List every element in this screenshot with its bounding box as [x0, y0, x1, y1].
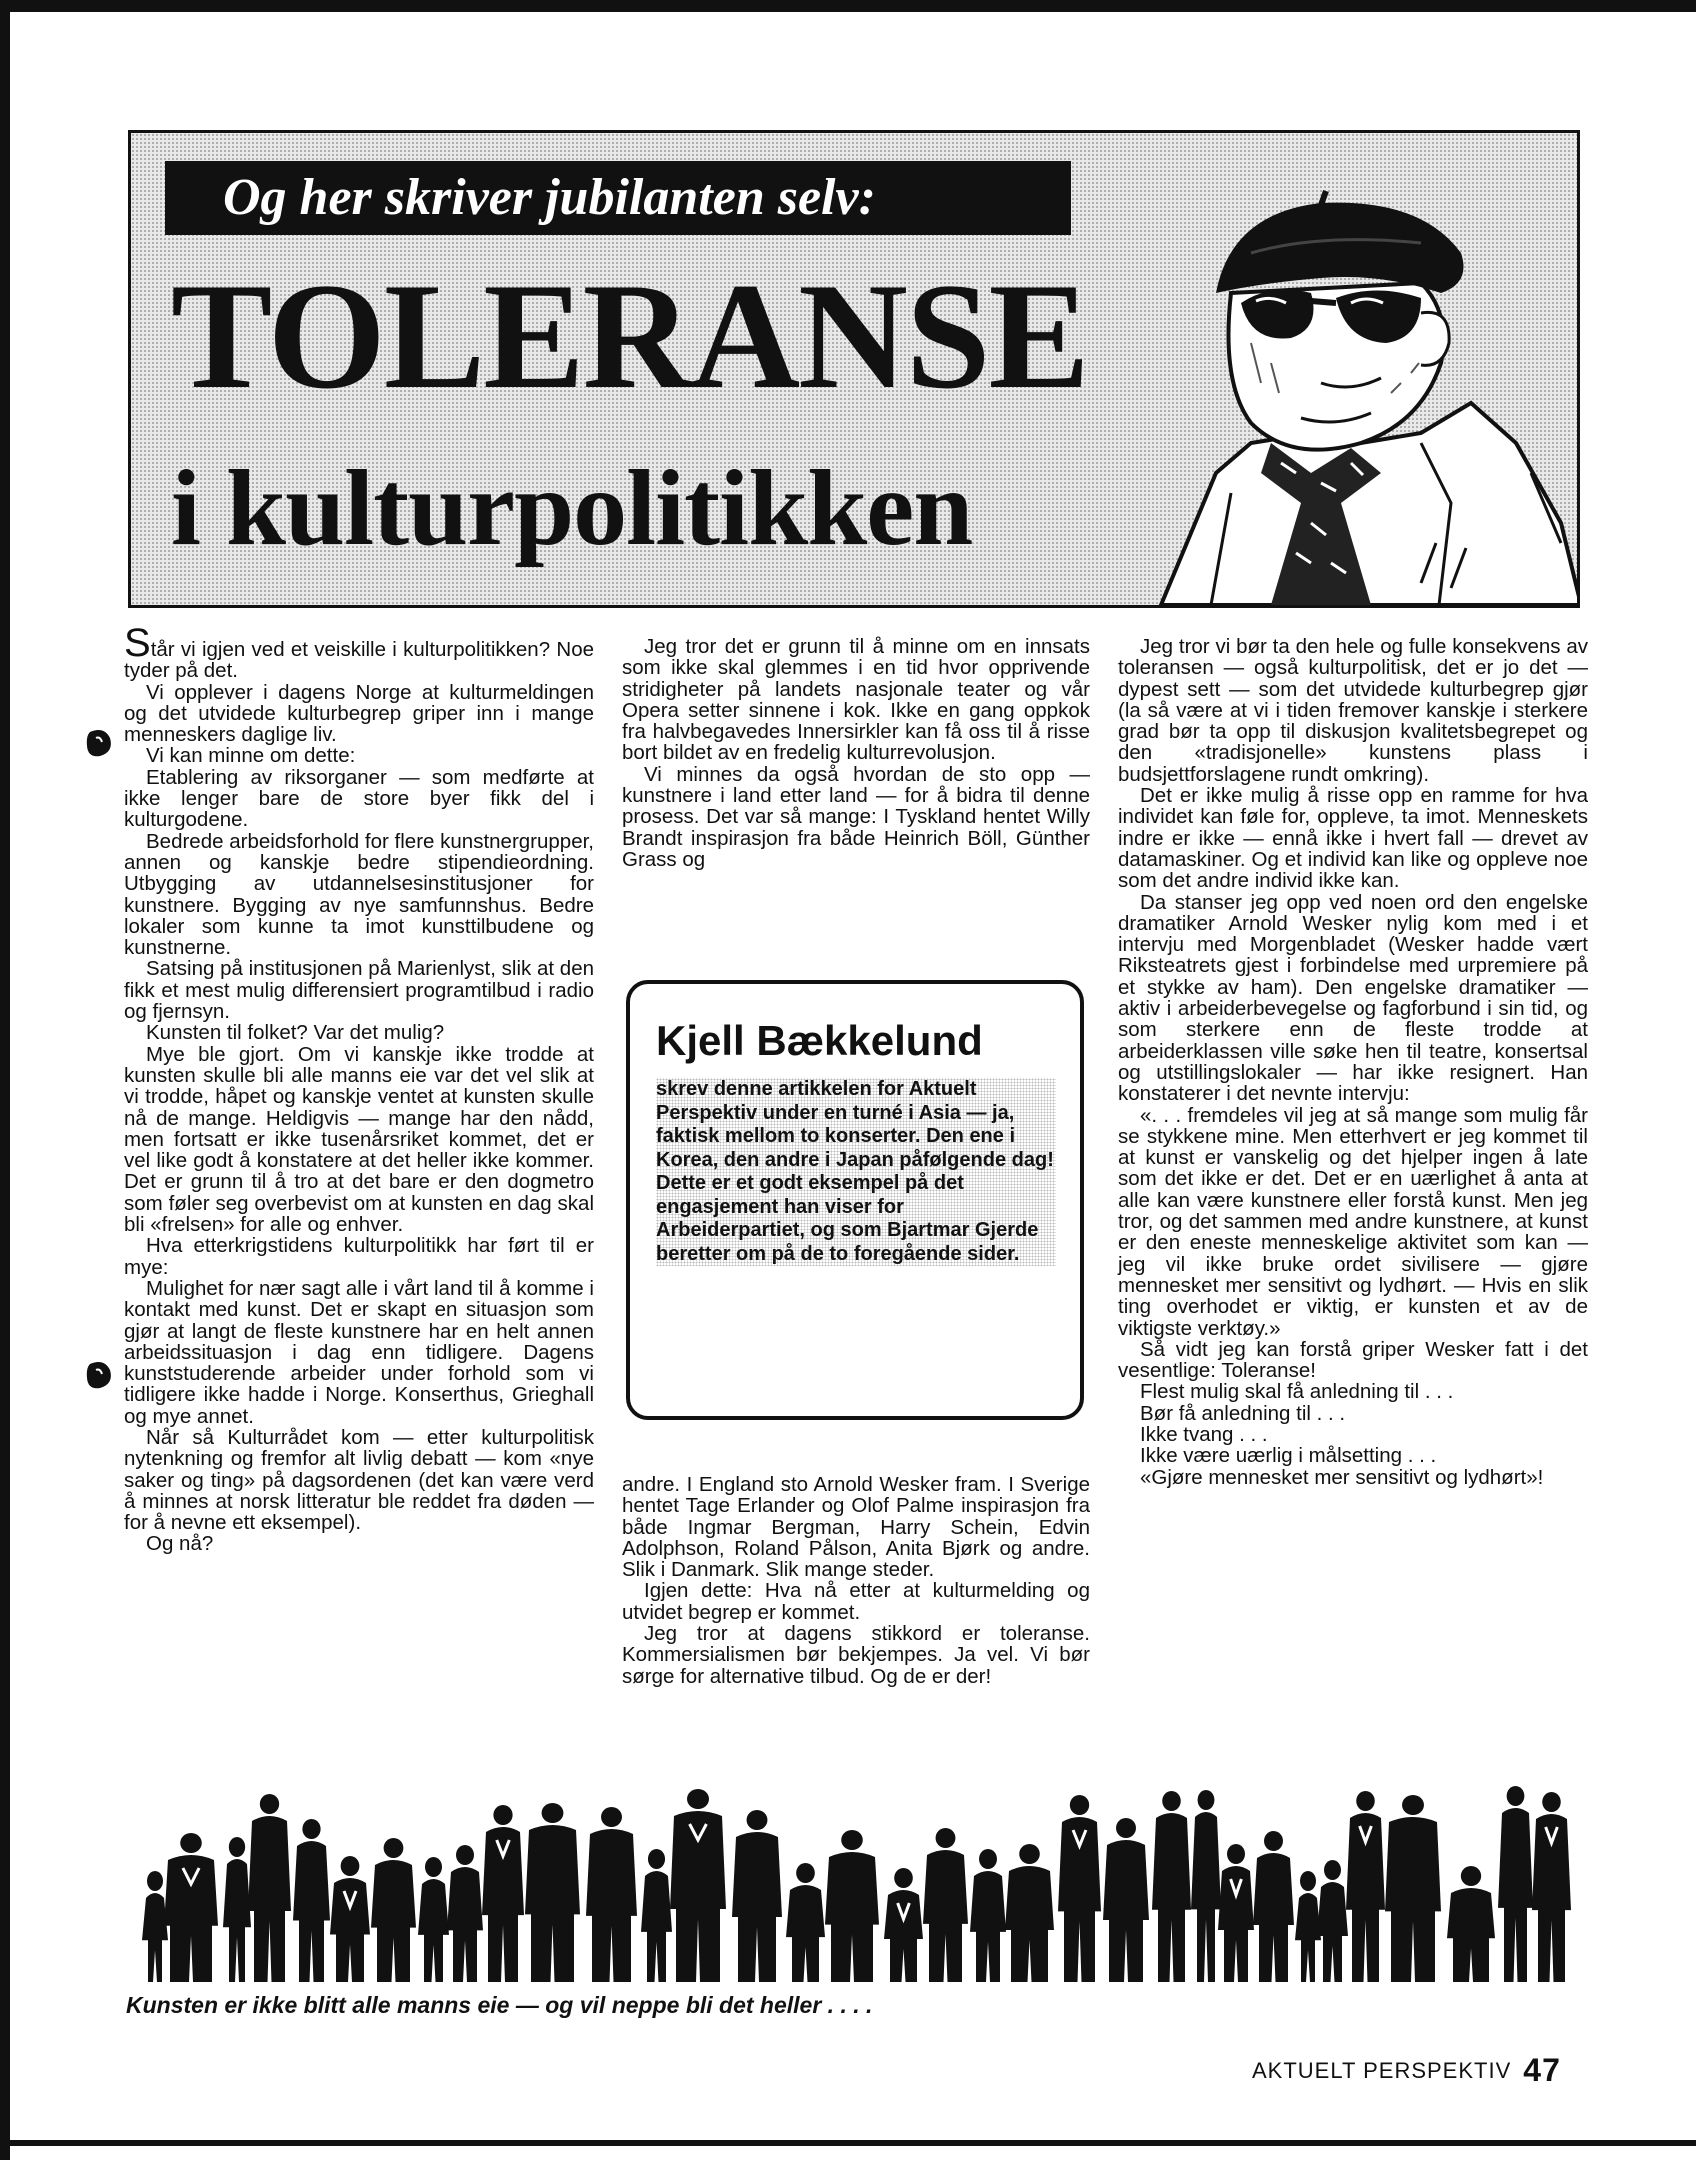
crowd-figure: [418, 1857, 449, 1982]
crowd-figure: [1005, 1844, 1054, 1982]
headline: TOLERANSE: [171, 252, 1088, 420]
article-column-3: [1118, 636, 1588, 1488]
article-paragraph: Når så Kulturrådet kom — etter kulturpolitisk nytenkning og fremfor alt livlig debatt — kom «nye saker og ting» på dagsordenen (det kan være verd å minnes at norsk litteratur ble reddet fra døden — for å nevne ett eksempel).: [124, 1425, 594, 1535]
article-paragraph: andre. I England sto Arnold Wesker fram. I Sverige hentet Tage Erlander og Olof Palme inspirasjon fra både Ingmar Bergman, Harry Schein, Edvin Adolphson, Roland Pålson, Anita Bjørk og andre. Slik i Danmark. Slik mange steder.: [622, 1473, 1090, 1582]
article-paragraph: Hva etterkrigstidens kulturpolitikk har ført til er mye:: [124, 1234, 594, 1279]
page-border-bottom: [0, 2140, 1696, 2146]
crowd-figure: [1253, 1831, 1294, 1982]
article-paragraph: Så vidt jeg kan forstå griper Wesker fatt i det vesentlige: Toleranse!: [1118, 1337, 1588, 1383]
crowd-figure: [641, 1849, 672, 1982]
article-column-2-continued: [622, 1474, 1090, 1687]
article-column-2: [622, 636, 1090, 870]
crowd-figure: [586, 1807, 637, 1982]
crowd-figure: [1532, 1792, 1571, 1982]
crowd-figure: [732, 1810, 782, 1982]
author-sidebar: [626, 980, 1084, 1420]
crowd-figure: [371, 1838, 416, 1982]
article-paragraph: Satsing på institusjonen på Marienlyst, slik at den fikk et mest mulig differensiert programtilbud i radio og fjernsyn.: [124, 957, 594, 1024]
crowd-figure: [670, 1789, 726, 1982]
crowd-figure: [786, 1863, 825, 1982]
article-paragraph: Ikke tvang . . .: [1140, 1422, 1268, 1446]
article-paragraph: Jeg tror vi bør ta den hele og fulle konsekvens av toleransen — også kulturpolitisk, det er jo det — dypest sett — som det utvidede kulturbegrep gjør (la så være at vi i tiden fremover kanskje i sterkere grad bør ta opp til diskusjon kvalitetsbegrepet og den «tradisjonelle» kunstens plass i budsjettforslagene rundt omkring).: [1118, 635, 1588, 786]
subheadline: i kulturpolitikken: [171, 449, 973, 568]
article-paragraph: Kunsten til folket? Var det mulig?: [146, 1021, 445, 1045]
crowd-figure: [1295, 1871, 1321, 1982]
illustration-caption: Kunsten er ikke blitt alle manns eie — og vil neppe bli det heller . . . .: [126, 1992, 873, 2018]
publication-name: AKTUELT PERSPEKTIV: [1252, 2058, 1512, 2083]
crowd-figure: [1385, 1795, 1441, 1982]
crowd-figure: [825, 1830, 879, 1982]
article-paragraph: Da stanser jeg opp ved noen ord den engelske dramatiker Arnold Wesker nylig kom med i et intervju med Morgenbladet (Wesker hadde vært Riksteatrets gjest i forbindelse med urpremiere på et stykke av ham). Den engelske dramatiker — aktiv i arbeiderbevegelse og fagforbund i sin tid, og som sterkere enn de fleste trodde at arbeiderklassen ville søke hen til teatre, konsertsal og utstillingslokaler — har ikke resignert. Han konstaterer i det nevnte intervju:: [1118, 890, 1588, 1106]
article-paragraph: Bør få anledning til . . .: [1140, 1401, 1346, 1425]
crowd-figure: [1218, 1844, 1254, 1982]
article-paragraph: Jeg tror det er grunn til å minne om en innsats som ikke skal glemmes i en tid hvor opprivende stridigheter på landets nasjonale teater og vår Opera setter sinnene i kok. Ikke en gang oppkok fra halvbegavedes Innersirkler kan få oss til å risse bort bildet av en fredelig kulturrevolusjon.: [622, 635, 1090, 765]
crowd-figure: [447, 1845, 483, 1982]
article-column-1: [124, 621, 594, 1556]
crowd-figure: [1152, 1791, 1191, 1982]
article-paragraph: Det er ikke mulig å risse opp en ramme for hva individet kan føle for, oppleve, ta imot. Menneskets indre er ikke — ennå ikke i hvert fall — drevet av datamaskiner. Og et individ kan like og oppleve noe som det andre individ ikke kan.: [1118, 784, 1588, 893]
article-paragraph: Igjen dette: Hva nå etter at kulturmelding og utvidet begrep er kommet.: [622, 1579, 1090, 1624]
article-paragraph: Vi minnes da også hvordan de sto opp — kunstnere i land etter land — for å bidra til denne prosess. Det var så mange: I Tyskland hentet Willy Brandt inspirasjon fra både Heinrich Böll, Günther Grass og: [622, 762, 1090, 871]
page-footer: [1252, 2052, 1561, 2089]
page-number: 47: [1523, 2052, 1561, 2088]
article-paragraph: Står vi igjen ved et veiskille i kulturpolitikken? Noe tyder på det.: [124, 621, 594, 683]
ink-blot-icon: [84, 726, 114, 760]
crowd-figure: [884, 1868, 923, 1982]
crowd-figure: [1498, 1786, 1533, 1982]
article-paragraph: «. . . fremdeles vil jeg at så mange som mulig får se stykkene mine. Men etterhvert er jeg kommet til at kunst er vanskelig og det hjelper ingen å late som det ikke er det. Det er en uærlighet å anta at alle kan være kunstnere eller forstå kunst. Men jeg tror, og det sammen med andre kunstnere, at kunst er den eneste menneskelige aktivitet som kan — jeg vil ikke bruke ordet sivilisere — gjøre mennesket mer sensitivt og lydhørt. — Hvis en slik ting overhodet er viktig, er kunsten et av de viktigste verktøy.»: [1118, 1103, 1588, 1340]
crowd-figure: [164, 1833, 218, 1982]
crowd-figure: [1346, 1791, 1385, 1982]
crowd-figure: [1447, 1866, 1495, 1982]
article-paragraph: Og nå?: [146, 1532, 214, 1556]
article-paragraph: Vi kan minne om dette:: [146, 744, 356, 768]
crowd-figure: [248, 1794, 291, 1982]
crowd-figure: [525, 1803, 580, 1982]
crowd-figure: [1191, 1790, 1221, 1982]
article-paragraph: Jeg tror at dagens stikkord er toleranse. Kommersialismen bør bekjempes. Ja vel. Vi bør sørge for alternative tilbud. Og de er der!: [622, 1622, 1090, 1688]
article-paragraph: «Gjøre mennesket mer sensitivt og lydhørt»!: [1140, 1465, 1544, 1489]
header-box: [128, 130, 1580, 608]
crowd-figure: [293, 1819, 330, 1982]
sidebar-author-name: Kjell Bækkelund: [656, 1017, 983, 1064]
crowd-figure: [1058, 1795, 1101, 1982]
article-paragraph: Flest mulig skal få anledning til . . .: [1140, 1380, 1454, 1404]
crowd-figure: [1317, 1860, 1348, 1982]
crowd-silhouettes-icon: [138, 1782, 1578, 1982]
article-paragraph: Ikke være uærlig i målsetting . . .: [1140, 1444, 1437, 1468]
crowd-figure: [482, 1805, 524, 1982]
caricature-icon: [1121, 143, 1580, 605]
article-paragraph: Mulighet for nær sagt alle i vårt land til å komme i kontakt med kunst. Det er skapt en situasjon som gjør at langt de fleste kunstnere har en helt annen arbeidssituasjon i dag enn tidligere. Dagens kunststuderende arbeider under forhold som vi tidligere ikke hadde i Norge. Konserthus, Grieghall og mye annet.: [124, 1276, 594, 1428]
crowd-figure: [923, 1828, 968, 1982]
page-border-left: [0, 0, 10, 2160]
crowd-figure: [142, 1871, 168, 1982]
crowd-figure: [1103, 1818, 1149, 1982]
crowd-figure: [970, 1849, 1006, 1982]
article-paragraph: Etablering av riksorganer — som medførte at ikke lenger bare de store byer fikk del i kulturgodene.: [124, 765, 594, 832]
ink-blot-icon: [84, 1358, 114, 1392]
article-paragraph: Bedrede arbeidsforhold for flere kunstnergrupper, annen og kanskje bedre stipendieordning. Utbygging av utdannelsesinstitusjoner for kunstnere. Bygging av nye samfunnshus. Bedre lokaler som kunne ta imot kunsttilbudene og kunstnerne.: [124, 829, 594, 960]
crowd-figure: [223, 1837, 251, 1982]
drop-cap: S: [124, 621, 151, 665]
crowd-figure: [330, 1856, 370, 1982]
sidebar-text: skrev denne artikkelen for Aktuelt Perspektiv under en turné i Asia — ja, faktisk mellom to konserter. Den ene i Korea, den andre i Japan påfølgende dag! Dette er et godt eksempel på det engasjement han viser for Arbeiderpartiet, og som Bjartmar Gjerde beretter om på de to foregående sider.: [656, 1078, 1056, 1266]
article-paragraph: Vi opplever i dagens Norge at kulturmeldingen og det utvidede kulturbegrep griper inn i mange menneskers daglige liv.: [124, 680, 594, 747]
page-border-top: [0, 0, 1696, 12]
kicker: Og her skriver jubilanten selv:: [165, 161, 1071, 235]
article-paragraph: Mye ble gjort. Om vi kanskje ikke trodde at kunsten skulle bli alle manns eie var det vel slik at vi trodde, håpet og kanskje ventet at kunsten skulle nå de mange. Heldigvis — mange har den nådd, men fortsatt er ikke tusenårsriket kommet, det er vel like godt å konstatere at det heller ikke kommer. Det er grunn til å tro at det bare er den dogmetro som føler seg overbevist om at kunsten en dag skal bli «frelsen» for alle og enhver.: [124, 1042, 594, 1237]
